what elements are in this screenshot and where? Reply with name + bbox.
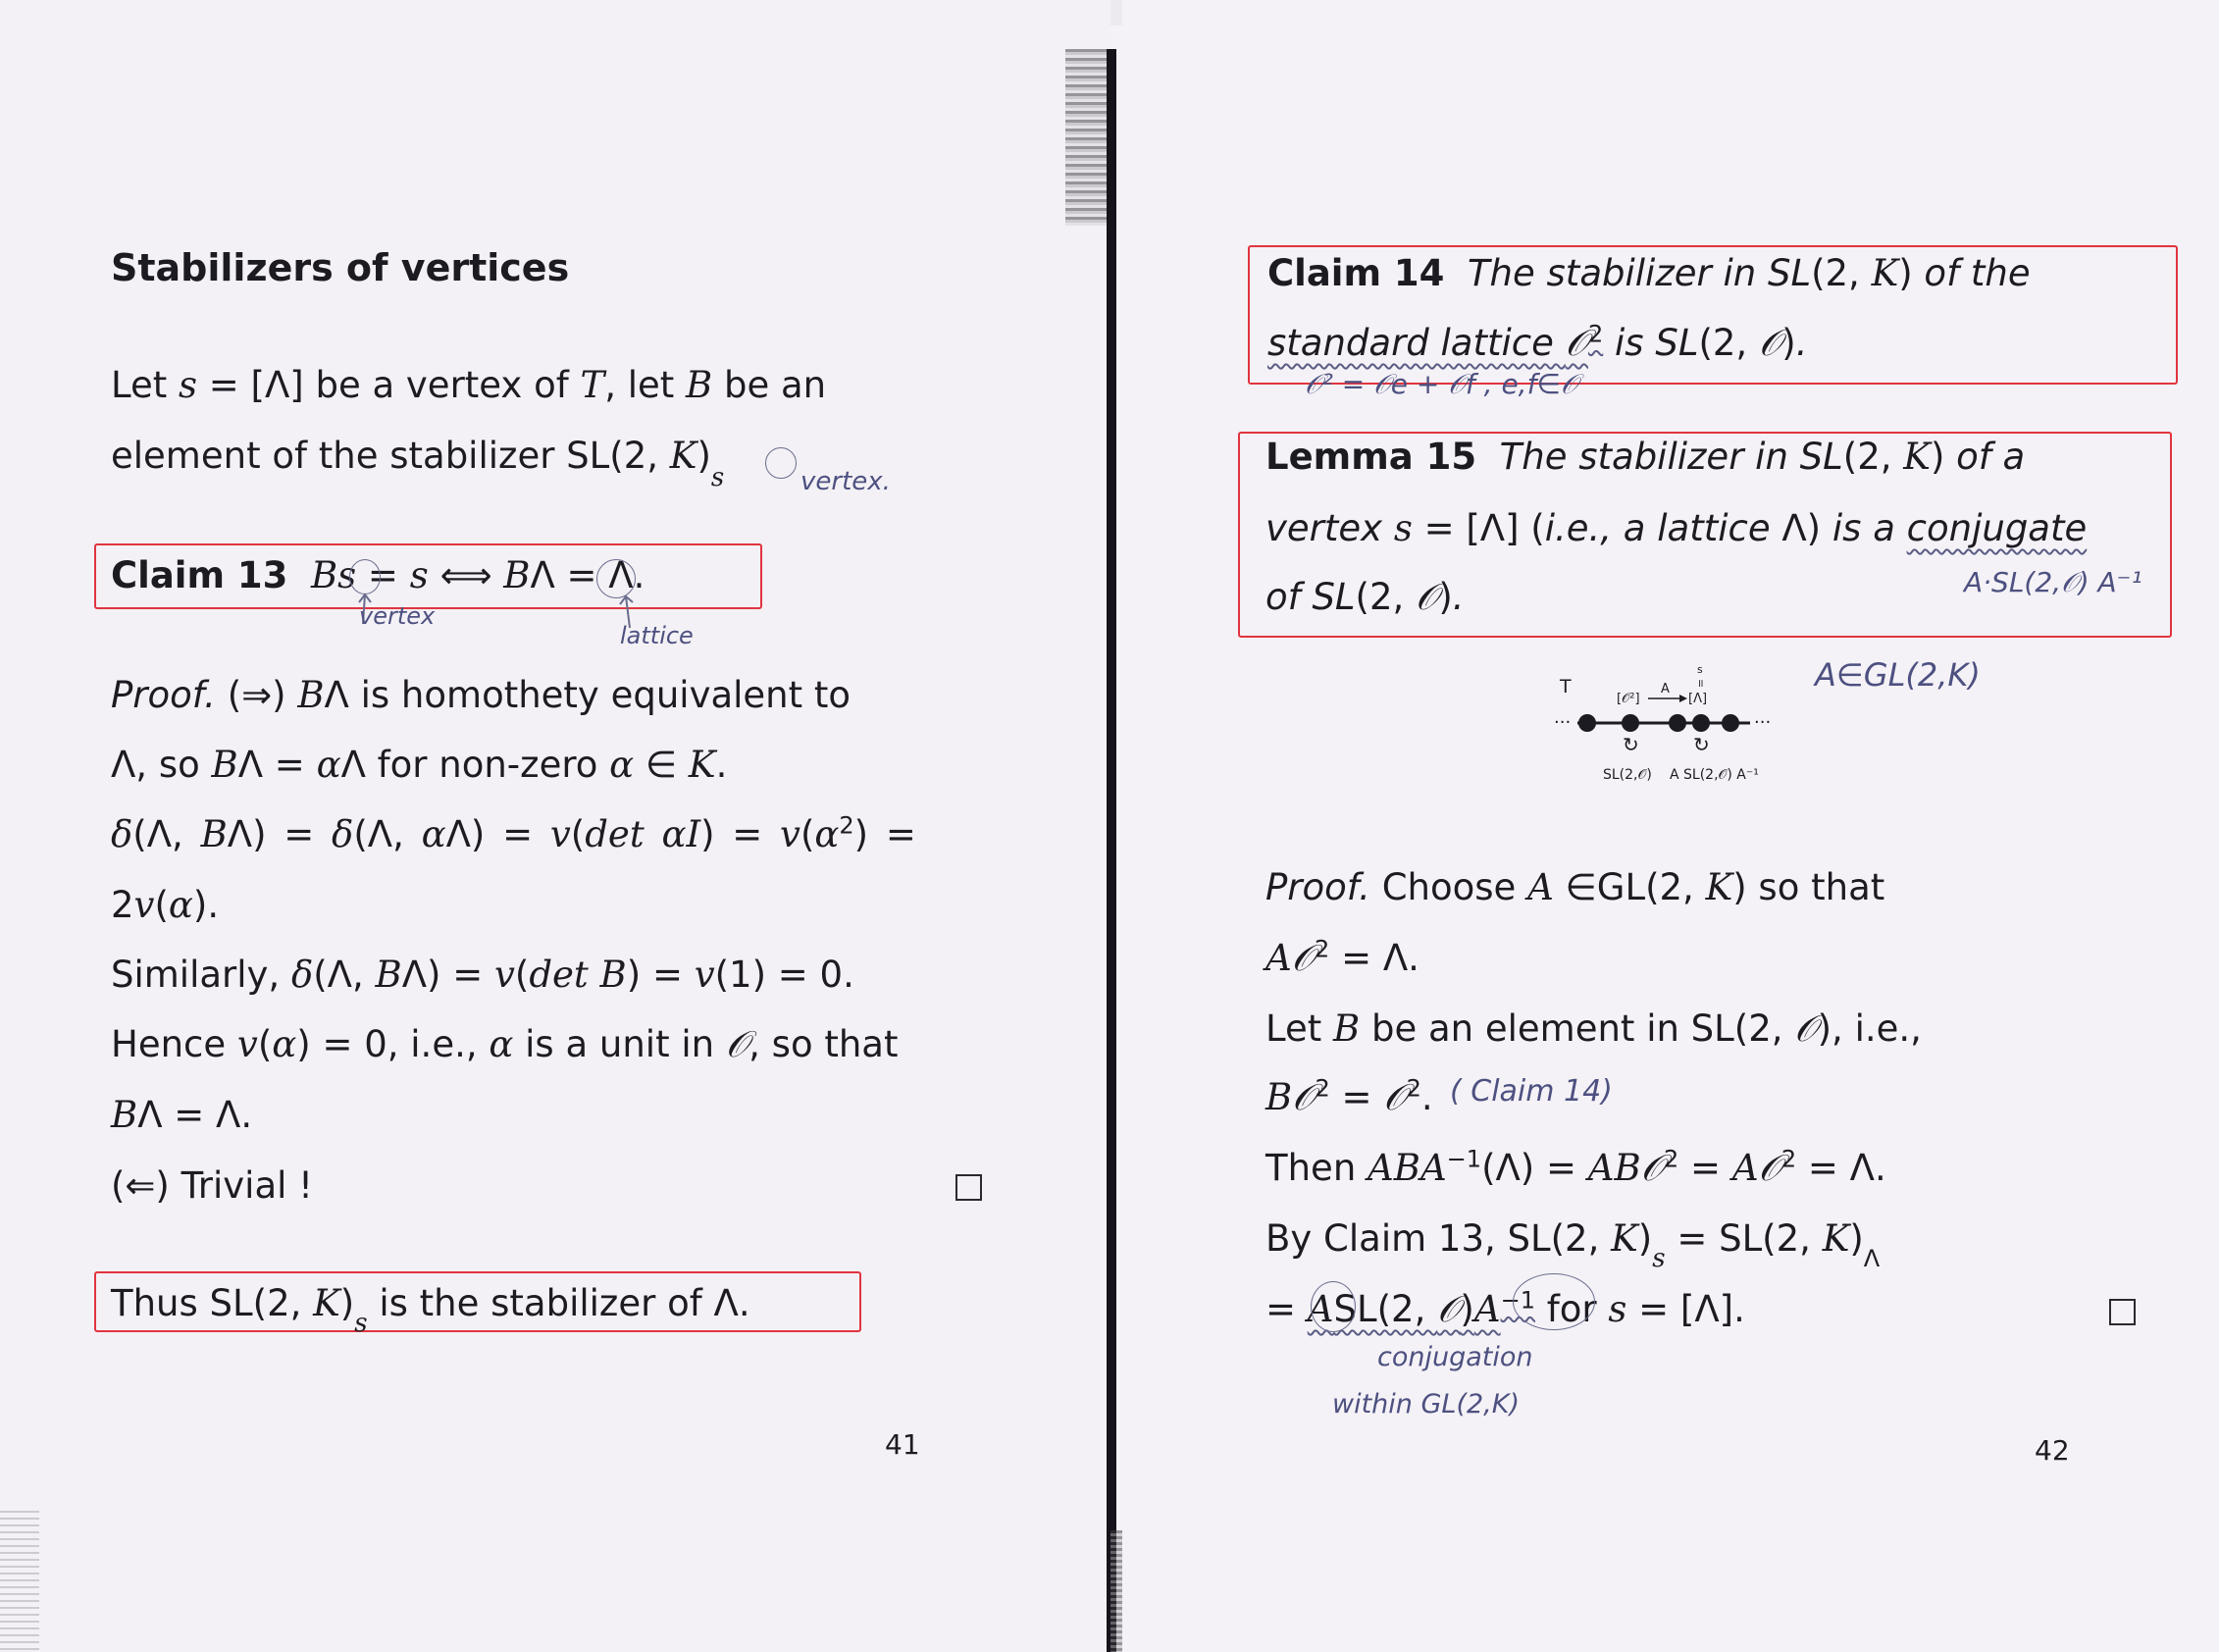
intro-line-1: Let s = [Λ] be a vertex of T, let B be an [111, 364, 827, 406]
proof-line-1: Proof. Choose A ∈GL(2, K) so that [1265, 866, 1885, 908]
proof-line-1: Proof. (⇒) BΛ is homothety equivalent to [111, 674, 851, 716]
tree-diagram [1554, 657, 1789, 795]
hand-note-lattice: lattice [620, 622, 694, 649]
page-number: 42 [2035, 1434, 2070, 1467]
stabilizer-label-left: SL(2,𝒪) [1603, 767, 1652, 783]
proof-line-4: B𝒪$^2$ = 𝒪$^2$. [1265, 1074, 1433, 1118]
tree-vertex-4 [1692, 714, 1710, 732]
qed-symbol [955, 1174, 982, 1201]
arrow-label: A [1661, 682, 1670, 697]
stabilizer-label-right: A SL(2,𝒪) A⁻¹ [1670, 767, 1759, 783]
claim-14-line-2: standard lattice 𝒪$^2$ is SL(2, 𝒪). [1267, 320, 1808, 364]
hand-claim-14-ref: ( Claim 14) [1450, 1074, 1613, 1109]
ellipsis-right: ··· [1754, 712, 1772, 733]
hand-note-vertex: vertex. [800, 467, 891, 496]
hand-circle-s [765, 447, 797, 479]
hand-note-within-gl: within GL(2,K) [1332, 1389, 1520, 1420]
proof-line-8: (⇐) Trivial ! [111, 1164, 314, 1207]
lemma-15-line-1: Lemma 15 The stabilizer in SL(2, K) of a [1265, 436, 2026, 478]
tree-label: T [1560, 676, 1572, 697]
qed-symbol [2109, 1299, 2136, 1325]
tree-vertex-2 [1622, 714, 1639, 732]
proof-line-7: BΛ = Λ. [111, 1094, 253, 1136]
tree-vertex-3 [1669, 714, 1686, 732]
proof-line-3: δ(Λ, BΛ) = δ(Λ, αΛ) = v(det $\alpha I) = v(\alpha^2)$ = [111, 811, 916, 855]
proof-line-4: 2v(α). [111, 884, 220, 926]
vertex-equals-label: ॥ [1697, 677, 1704, 690]
tree-vertex-1 [1578, 714, 1596, 732]
lattice-vertex-label: [Λ] [1688, 692, 1708, 706]
proof-line-3: Let B be an element in SL(2, 𝒪), i.e., [1265, 1007, 1922, 1050]
intro-line-2: element of the stabilizer SL(2, $K)_s$ [111, 435, 725, 493]
proof-line-2: Λ, so BΛ = αΛ for non-zero α ∈ K. [111, 744, 728, 786]
hand-note-vertex-2: vertex [359, 602, 436, 630]
hand-lattice-definition: 𝒪² = 𝒪e + 𝒪f , e,f∈𝒪 [1305, 368, 1578, 400]
scan-edge-smudge [0, 1511, 39, 1652]
proof-line-5: Similarly, δ(Λ, BΛ) = v(det B) = v(1) = 0. [111, 954, 854, 996]
standard-lattice-vertex-label: [𝒪²] [1617, 692, 1640, 706]
lemma-15-line-2: vertex s = [Λ] (i.e., a lattice Λ) is a conjugate [1265, 507, 2088, 549]
right-page [1122, 0, 2219, 1652]
binding-gutter [1107, 49, 1116, 1652]
claim-13-statement: Claim 13 Bs = s ⟺ BΛ = Λ. [111, 554, 645, 596]
tree-vertex-5 [1722, 714, 1739, 732]
conclusion-statement: Thus SL(2, $K)_s$ is the stabilizer of Λ. [111, 1282, 750, 1339]
page-number: 41 [885, 1428, 920, 1461]
proof-line-5: Then $ABA^{-1}(\Lambda)$ = AB𝒪$^2$ = A𝒪$^2$ = Λ. [1265, 1145, 1886, 1189]
vertex-s-label: s [1697, 663, 1703, 676]
hand-a-in-glk: A∈GL(2,K) [1815, 656, 1981, 694]
hand-circle-a [1311, 1281, 1356, 1332]
action-arrow-left: ↻ [1623, 733, 1639, 756]
claim-14-line-1: Claim 14 The stabilizer in SL(2, K) of the [1267, 252, 2031, 294]
lemma-15-line-3: of SL(2, 𝒪). [1265, 576, 1465, 618]
ellipsis-left: ··· [1554, 712, 1572, 733]
binding-shadow [1065, 49, 1107, 226]
arrow-head [1679, 695, 1687, 702]
hand-note-conjugation: conjugation [1377, 1342, 1533, 1372]
proof-line-6: By Claim 13, SL(2, $K)_s = SL(2$, $K)_\Lambda$ [1265, 1217, 1881, 1274]
action-arrow-right: ↻ [1693, 733, 1710, 756]
proof-line-6: Hence v(α) = 0, i.e., α is a unit in 𝒪, so that [111, 1023, 899, 1065]
proof-line-2: A𝒪$^2$ = Λ. [1265, 935, 1419, 979]
hand-conjugate-formula: A·SL(2,𝒪) A⁻¹ [1964, 566, 2142, 598]
section-heading: Stabilizers of vertices [111, 246, 570, 289]
hand-circle-a-inverse [1513, 1273, 1595, 1330]
proof-line-7: = ASL(2, $𝒪)A^{-1}$ for s = [Λ]. [1265, 1286, 1745, 1330]
